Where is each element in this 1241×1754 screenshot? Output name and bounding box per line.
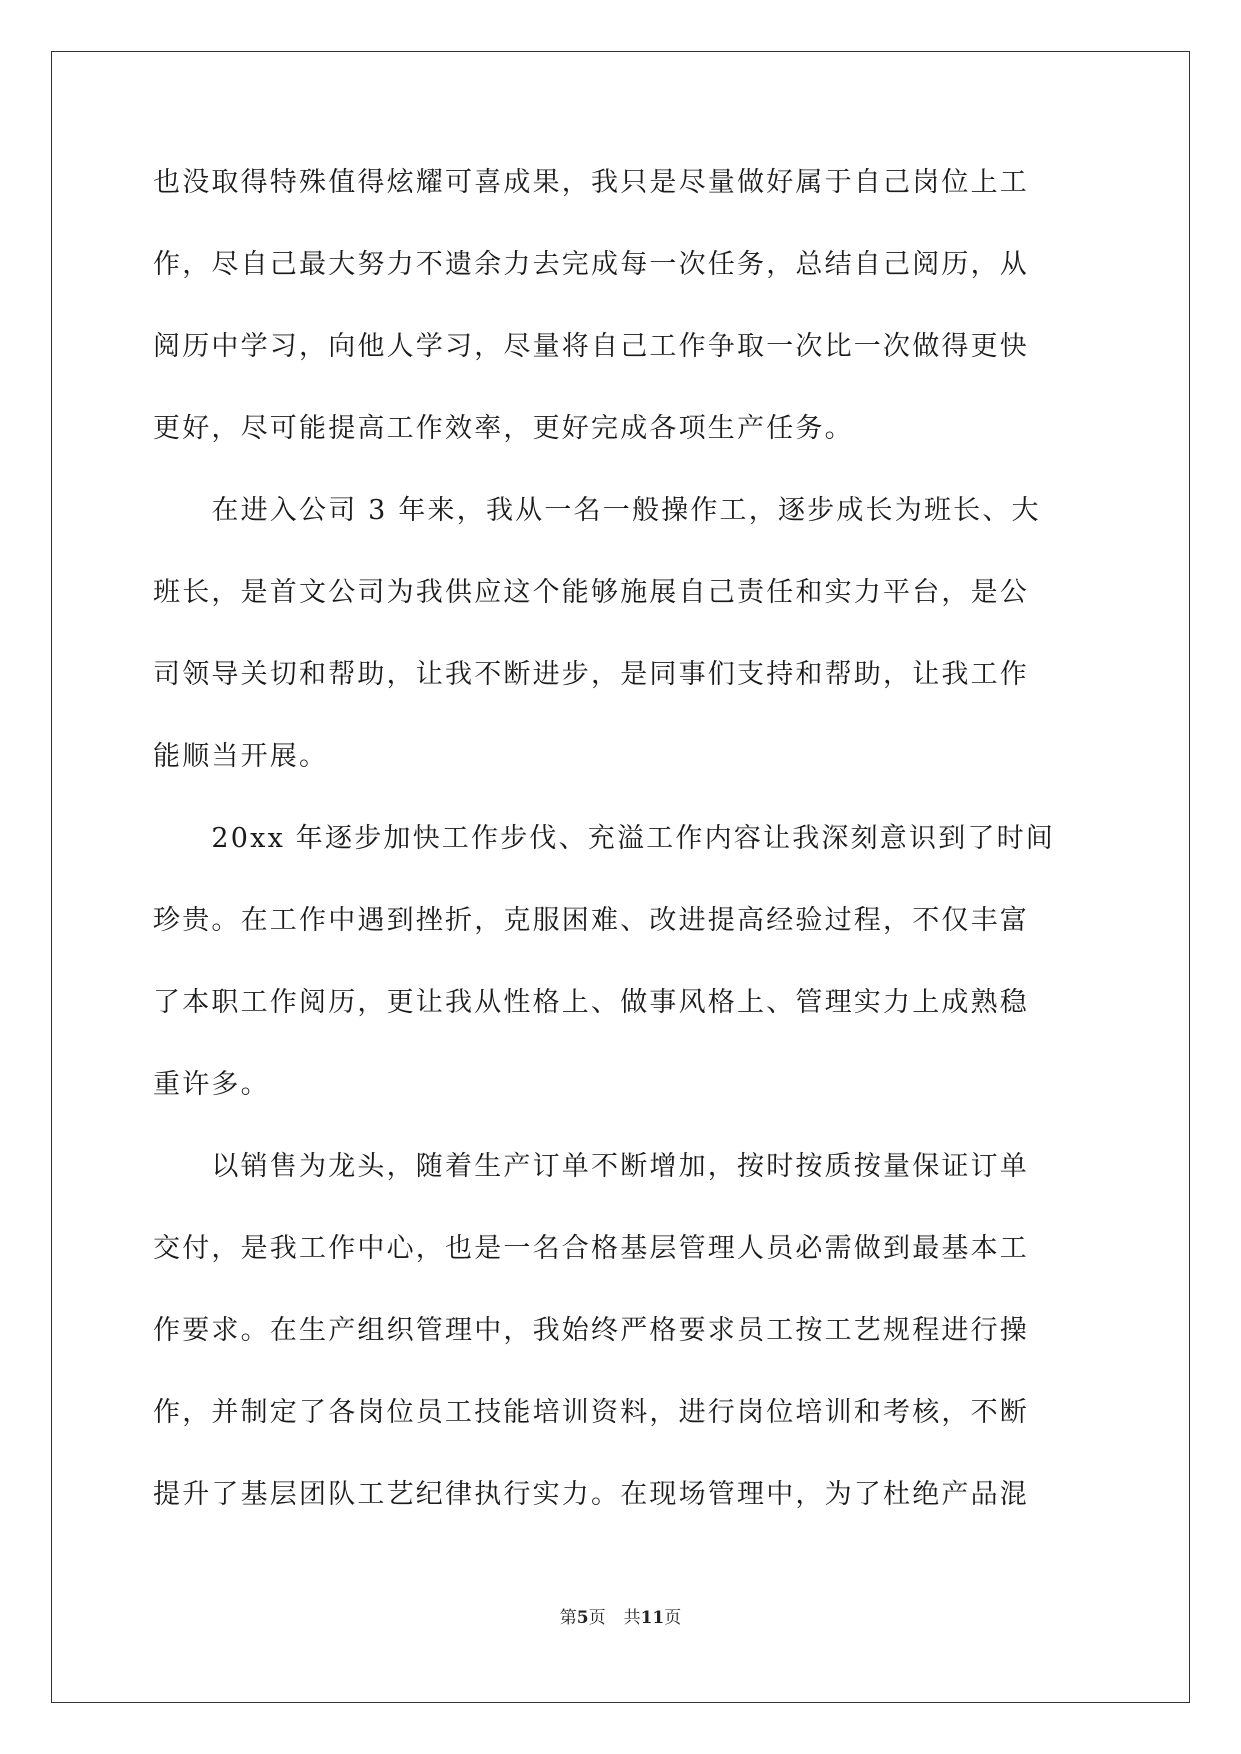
text-line: 珍贵。在工作中遇到挫折，克服困难、改进提高经验过程，不仅丰富	[153, 905, 1029, 936]
text-line: 司领导关切和帮助，让我不断进步，是同事们支持和帮助，让我工作	[153, 659, 1029, 690]
page-prefix: 第	[559, 1608, 577, 1628]
text-line: 提升了基层团队工艺纪律执行实力。在现场管理中，为了杜绝产品混	[153, 1479, 1029, 1510]
text-line: 以销售为龙头，随着生产订单不断增加，按时按质按量保证订单	[153, 1151, 1029, 1182]
page-footer	[0, 1603, 1241, 1628]
document-body	[153, 165, 1091, 1559]
text-line: 作要求。在生产组织管理中，我始终严格要求员工按工艺规程进行操	[153, 1315, 1029, 1346]
text-line: 交付，是我工作中心，也是一名合格基层管理人员必需做到最基本工	[153, 1233, 1029, 1264]
text-line: 作，并制定了各岗位员工技能培训资料，进行岗位培训和考核，不断	[153, 1397, 1029, 1428]
text-line: 班长，是首文公司为我供应这个能够施展自己责任和实力平台，是公	[153, 577, 1029, 608]
text-line: 能顺当开展。	[153, 741, 329, 772]
text-line: 更好，尽可能提高工作效率，更好完成各项生产任务。	[153, 413, 854, 444]
page-unit: 页	[588, 1608, 606, 1628]
current-page-number: 5	[576, 1608, 589, 1628]
text-line: 20xx 年逐步加快工作步伐、充溢工作内容让我深刻意识到了时间	[153, 823, 1055, 854]
total-unit: 页	[664, 1608, 682, 1628]
text-line: 作，尽自己最大努力不遗余力去完成每一次任务，总结自己阅历，从	[153, 249, 1029, 280]
total-prefix: 共	[623, 1608, 641, 1628]
text-line: 在进入公司 3 年来，我从一名一般操作工，逐步成长为班长、大	[153, 495, 1041, 526]
text-line: 阅历中学习，向他人学习，尽量将自己工作争取一次比一次做得更快	[153, 331, 1029, 362]
text-line: 重许多。	[153, 1069, 270, 1100]
total-page-count: 11	[640, 1608, 665, 1628]
text-line: 了本职工作阅历，更让我从性格上、做事风格上、管理实力上成熟稳	[153, 987, 1029, 1018]
text-line: 也没取得特殊值得炫耀可喜成果，我只是尽量做好属于自己岗位上工	[153, 167, 1029, 198]
